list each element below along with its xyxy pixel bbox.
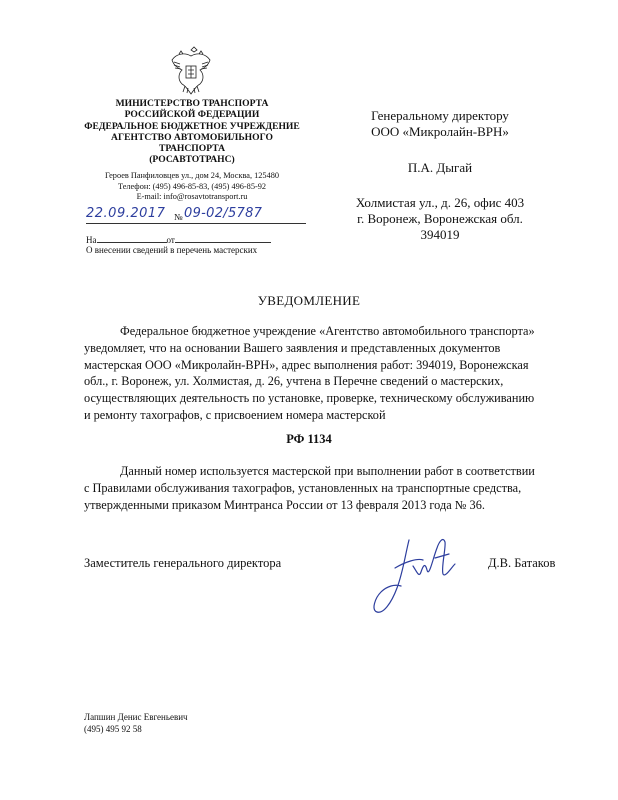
signatory-position: Заместитель генерального директора — [84, 556, 282, 570]
paragraph-line: уведомляет, что на основании Вашего заявления и представленных документов — [84, 340, 501, 355]
paragraph-line: утвержденными приказом Минтранса России от 13 февраля 2013 года № 36. — [84, 497, 485, 512]
addressee-city: г. Воронеж, Воронежская обл. — [357, 211, 523, 226]
ref-from: от — [166, 235, 175, 245]
addressee-street: Холмистая ул., д. 26, офис 403 — [355, 195, 525, 210]
org-line: МИНИСТЕРСТВО ТРАНСПОРТА — [115, 98, 269, 109]
registration-line — [86, 205, 306, 225]
handwritten-signature — [365, 528, 475, 620]
org-email: E-mail: info@rosavtotransport.ru — [136, 192, 248, 201]
registration-number: 09-02/5787 — [184, 206, 263, 221]
addressee-company: ООО «Микролайн-ВРН» — [371, 124, 509, 139]
notice-paragraph-2 — [84, 463, 566, 513]
org-address: Героев Панфиловцев ул., дом 24, Москва, 125480 — [104, 171, 280, 180]
ref-prefix: На — [86, 235, 97, 245]
org-contacts — [70, 171, 314, 203]
coat-of-arms-icon — [166, 44, 216, 98]
addressee-block — [345, 108, 535, 243]
registration-underline — [86, 223, 306, 224]
executor-block — [84, 712, 188, 735]
organization-header — [70, 98, 314, 166]
paragraph-line: Федеральное бюджетное учреждение «Агентство автомобильного транспорта» — [120, 324, 535, 338]
paragraph-line: мастерская ООО «Микролайн-ВРН», адрес выполнения работ: 394019, Воронежская — [84, 357, 529, 372]
org-line: ФЕДЕРАЛЬНОЕ БЮДЖЕТНОЕ УЧРЕЖДЕНИЕ — [84, 120, 300, 132]
org-phone: Телефон: (495) 496-85-83, (495) 496-85-92 — [117, 181, 267, 191]
org-line: АГЕНТСТВО АВТОМОБИЛЬНОГО — [111, 131, 273, 143]
workshop-code: РФ 1134 — [286, 432, 332, 446]
paragraph-line: и ремонту тахографов, с присвоением номера мастерской — [84, 407, 386, 422]
notice-title: УВЕДОМЛЕНИЕ — [257, 293, 361, 308]
reference-line — [86, 234, 271, 245]
letter-subject: О внесении сведений в перечень мастерских — [86, 245, 258, 255]
signatory-name: Д.В. Батаков — [488, 556, 556, 570]
ref-date-blank — [175, 234, 271, 243]
paragraph-line: Данный номер используется мастерской при выполнении работ в соответствии — [120, 464, 535, 478]
org-line: ТРАНСПОРТА — [158, 143, 226, 155]
paragraph-line: обл., г. Воронеж, ул. Холмистая, д. 26, учтена в Перечне сведений о мастерских, — [84, 374, 504, 389]
addressee-position: Генеральному директору — [371, 108, 509, 123]
paragraph-line: с Правилами обслуживания тахографов, установленных на транспортные средства, — [84, 480, 522, 495]
org-line: (РОСАВТОТРАНС) — [149, 154, 235, 166]
paragraph-line: осуществляющих деятельность по установке, проверке, техническому обслуживанию — [84, 391, 535, 406]
org-line: РОССИЙСКОЙ ФЕДЕРАЦИИ — [124, 109, 260, 121]
addressee-name: П.А. Дыгай — [407, 160, 473, 175]
ref-blank — [97, 234, 167, 243]
executor-name: Лапшин Денис Евгеньевич — [84, 712, 188, 722]
registration-date: 22.09.2017 — [86, 206, 166, 221]
executor-phone: (495) 495 92 58 — [84, 723, 142, 734]
notice-paragraph-1 — [84, 323, 566, 424]
addressee-postcode: 394019 — [420, 227, 460, 242]
registration-number-label: № — [174, 212, 183, 222]
